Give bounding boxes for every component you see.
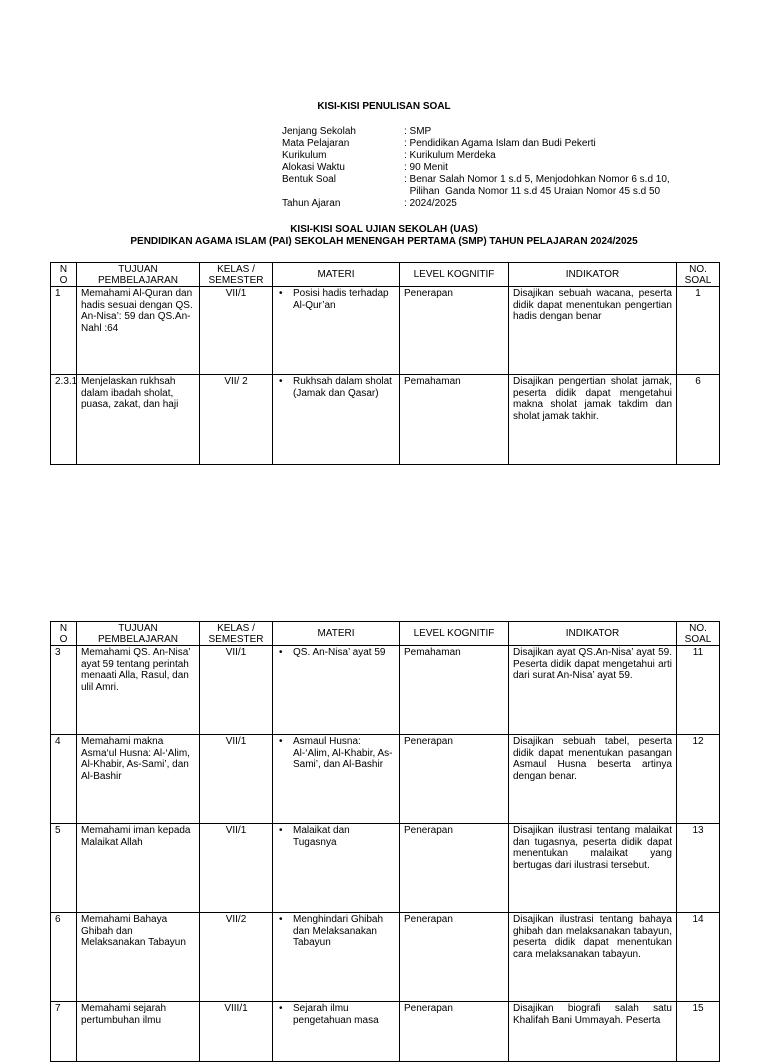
cell-level: Penerapan xyxy=(400,735,509,824)
materi-text: QS. An-Nisa’ ayat 59 xyxy=(293,647,386,658)
table-header-row xyxy=(51,263,720,287)
table-row xyxy=(51,735,720,824)
header-tujuan: TUJUAN PEMBELAJARAN xyxy=(77,263,200,287)
header-level: LEVEL KOGNITIF xyxy=(400,263,509,287)
meta-row xyxy=(282,126,704,138)
cell-soal: 6 xyxy=(677,375,720,465)
kisi-kisi-table-1 xyxy=(50,262,720,465)
meta-row xyxy=(282,174,704,198)
cell-level: Penerapan xyxy=(400,913,509,1002)
materi-text: Malaikat dan Tugasnya xyxy=(293,825,350,848)
header-soal: NO. SOAL xyxy=(677,263,720,287)
cell-indikator: Disajikan pengertian sholat jamak, peserta didik dapat mengetahui makna sholat jamak takdim dan sholat jamak takhir. xyxy=(509,375,677,465)
meta-row xyxy=(282,138,704,150)
subtitle-2: PENDIDIKAN AGAMA ISLAM (PAI) SEKOLAH MENENGAH PERTAMA (SMP) TAHUN PELAJARAN 2024/2025 xyxy=(130,236,638,247)
meta-row xyxy=(282,150,704,162)
header-kelas: KELAS / SEMESTER xyxy=(200,263,273,287)
cell-tujuan: Memahami QS. An-Nisa’ ayat 59 tentang perintah menaati Alla, Rasul, dan ulil Amri. xyxy=(77,646,200,735)
header-level: LEVEL KOGNITIF xyxy=(400,622,509,646)
cell-indikator: Disajikan ayat QS.An-Nisa’ ayat 59. Peserta didik dapat mengetahui arti dari surat An-Nisa’ ayat 59. xyxy=(509,646,677,735)
meta-value: : Pendidikan Agama Islam dan Budi Pekerti xyxy=(404,138,596,149)
cell-kelas: VII/1 xyxy=(200,287,273,375)
bullet-icon: • xyxy=(279,647,283,658)
meta-label: Jenjang Sekolah xyxy=(282,126,356,137)
header-indikator: INDIKATOR xyxy=(509,263,677,287)
cell-level: Pemahaman xyxy=(400,375,509,465)
cell-no: 2.3.1 xyxy=(51,375,77,465)
cell-kelas: VII/1 xyxy=(200,646,273,735)
cell-kelas: VII/1 xyxy=(200,824,273,913)
cell-kelas: VII/ 2 xyxy=(200,375,273,465)
header-tujuan: TUJUAN PEMBELAJARAN xyxy=(77,622,200,646)
cell-materi xyxy=(273,1002,400,1062)
header-soal: NO. SOAL xyxy=(677,622,720,646)
meta-value: : Benar Salah Nomor 1 s.d 5, Menjodohkan Nomor 6 s.d 10, Pilihan Ganda Nomor 11 s.d 45 Uraian Nomor 45 s.d 50 xyxy=(404,174,670,197)
cell-tujuan: Memahami makna Asma‘ul Husna: Al-‘Alim, Al-Khabir, As-Sami’, dan Al-Bashir xyxy=(77,735,200,824)
bullet-icon: • xyxy=(279,376,283,387)
cell-soal: 11 xyxy=(677,646,720,735)
header-no: N O xyxy=(51,622,77,646)
document-meta xyxy=(282,126,704,210)
meta-value: : Kurikulum Merdeka xyxy=(404,150,496,161)
table-row xyxy=(51,287,720,375)
cell-materi xyxy=(273,646,400,735)
cell-tujuan: Menjelaskan rukhsah dalam ibadah sholat, puasa, zakat, dan haji xyxy=(77,375,200,465)
cell-level: Penerapan xyxy=(400,287,509,375)
cell-soal: 13 xyxy=(677,824,720,913)
cell-kelas: VII/1 xyxy=(200,735,273,824)
header-indikator: INDIKATOR xyxy=(509,622,677,646)
cell-level: Pemahaman xyxy=(400,646,509,735)
table-row xyxy=(51,824,720,913)
cell-tujuan: Memahami iman kepada Malaikat Allah xyxy=(77,824,200,913)
meta-label: Kurikulum xyxy=(282,150,327,161)
cell-no: 6 xyxy=(51,913,77,1002)
bullet-icon: • xyxy=(279,288,283,299)
cell-soal: 1 xyxy=(677,287,720,375)
cell-soal: 15 xyxy=(677,1002,720,1062)
meta-value: : SMP xyxy=(404,126,432,137)
materi-text: Sejarah ilmu pengetahuan masa xyxy=(293,1003,379,1026)
cell-level: Penerapan xyxy=(400,824,509,913)
materi-text: Posisi hadis terhadap Al-Qur’an xyxy=(293,288,389,311)
cell-materi xyxy=(273,375,400,465)
cell-indikator: Disajikan biografi salah satu Khalifah Bani Ummayah. Peserta xyxy=(509,1002,677,1062)
table-row xyxy=(51,913,720,1002)
bullet-icon: • xyxy=(279,914,283,925)
cell-kelas: VIII/1 xyxy=(200,1002,273,1062)
cell-materi xyxy=(273,824,400,913)
cell-no: 1 xyxy=(51,287,77,375)
cell-indikator: Disajikan ilustrasi tentang bahaya ghibah dan melaksanakan tabayun, peserta didik dapat menentukan cara melaksanakan tabayun. xyxy=(509,913,677,1002)
cell-no: 4 xyxy=(51,735,77,824)
cell-tujuan: Memahami sejarah pertumbuhan ilmu xyxy=(77,1002,200,1062)
header-materi: MATERI xyxy=(273,622,400,646)
cell-materi xyxy=(273,735,400,824)
cell-tujuan: Memahami Al-Quran dan hadis sesuai dengan QS. An-Nisa’: 59 dan QS.An-Nahl :64 xyxy=(77,287,200,375)
cell-level: Penerapan xyxy=(400,1002,509,1062)
cell-no: 3 xyxy=(51,646,77,735)
meta-label: Alokasi Waktu xyxy=(282,162,345,173)
cell-materi xyxy=(273,913,400,1002)
bullet-icon: • xyxy=(279,825,283,836)
header-no: N O xyxy=(51,263,77,287)
document-title: KISI-KISI PENULISAN SOAL xyxy=(317,101,451,112)
cell-no: 7 xyxy=(51,1002,77,1062)
bullet-icon: • xyxy=(279,1003,283,1014)
bullet-icon: • xyxy=(279,736,283,747)
cell-kelas: VII/2 xyxy=(200,913,273,1002)
kisi-kisi-table-2 xyxy=(50,621,720,1062)
table-row xyxy=(51,1002,720,1062)
table-row xyxy=(51,646,720,735)
table-row xyxy=(51,375,720,465)
cell-indikator: Disajikan sebuah wacana, peserta didik dapat menentukan pengertian hadis dengan benar xyxy=(509,287,677,375)
cell-materi xyxy=(273,287,400,375)
cell-tujuan: Memahami Bahaya Ghibah dan Melaksanakan Tabayun xyxy=(77,913,200,1002)
cell-soal: 14 xyxy=(677,913,720,1002)
subtitle-1: KISI-KISI SOAL UJIAN SEKOLAH (UAS) xyxy=(290,224,478,235)
meta-label: Tahun Ajaran xyxy=(282,198,341,209)
materi-text: Asmaul Husna: Al-‘Alim, Al-Khabir, As-Sami’, dan Al-Bashir xyxy=(293,736,393,770)
meta-value: : 2024/2025 xyxy=(404,198,457,209)
meta-value: : 90 Menit xyxy=(404,162,448,173)
cell-indikator: Disajikan ilustrasi tentang malaikat dan tugasnya, peserta didik dapat menentukan malaikat yang bertugas dari ilustrasi tersebut. xyxy=(509,824,677,913)
cell-soal: 12 xyxy=(677,735,720,824)
header-kelas: KELAS / SEMESTER xyxy=(200,622,273,646)
cell-no: 5 xyxy=(51,824,77,913)
meta-label: Mata Pelajaran xyxy=(282,138,350,149)
meta-label: Bentuk Soal xyxy=(282,174,336,185)
header-materi: MATERI xyxy=(273,263,400,287)
cell-indikator: Disajikan sebuah tabel, peserta didik dapat menentukan pasangan Asmaul Husna beserta artinya dengan benar. xyxy=(509,735,677,824)
meta-row xyxy=(282,198,704,210)
materi-text: Menghindari Ghibah dan Melaksanakan Tabayun xyxy=(293,914,384,948)
materi-text: Rukhsah dalam sholat (Jamak dan Qasar) xyxy=(293,376,392,399)
meta-row xyxy=(282,162,704,174)
table-header-row xyxy=(51,622,720,646)
